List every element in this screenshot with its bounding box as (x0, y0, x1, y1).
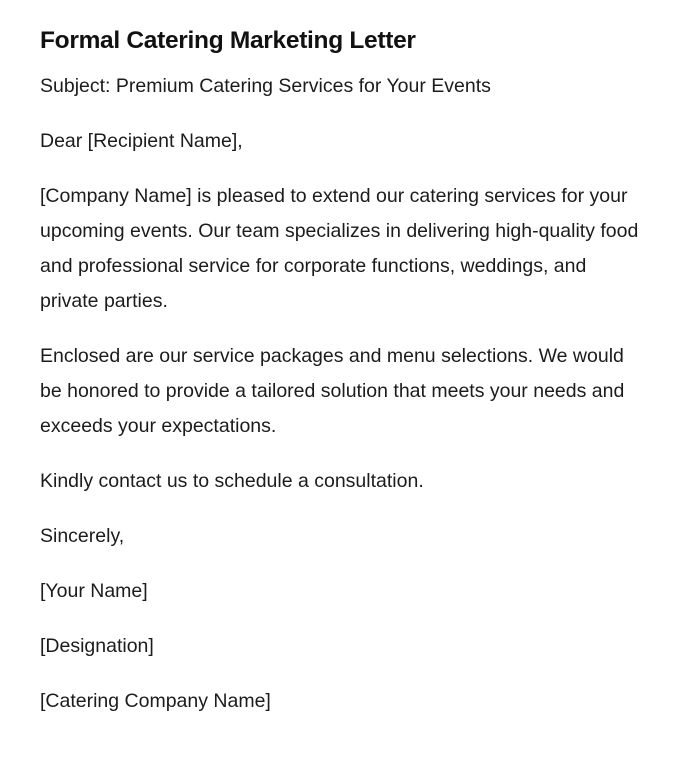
signature-designation: [Designation] (40, 635, 154, 657)
letter-closing: Sincerely, (40, 525, 125, 547)
letter-paragraph-call-to-action: Kindly contact us to schedule a consultation. (40, 470, 424, 492)
letter-salutation: Dear [Recipient Name], (40, 130, 243, 152)
letter-subject: Subject: Premium Catering Services for Your Events (40, 75, 491, 97)
letter-paragraph-enclosure: Enclosed are our service packages and menu selections. We would be honored to provide a tailored solution that meets your needs and exceeds your expectations. (40, 345, 625, 437)
letter-paragraph-intro: [Company Name] is pleased to extend our catering services for your upcoming events. Our team specializes in delivering high-quality food and professional service for corporate functions, weddings, and private parties. (40, 185, 639, 312)
letter-title: Formal Catering Marketing Letter (40, 27, 416, 54)
signature-company: [Catering Company Name] (40, 690, 271, 712)
signature-name: [Your Name] (40, 580, 148, 602)
